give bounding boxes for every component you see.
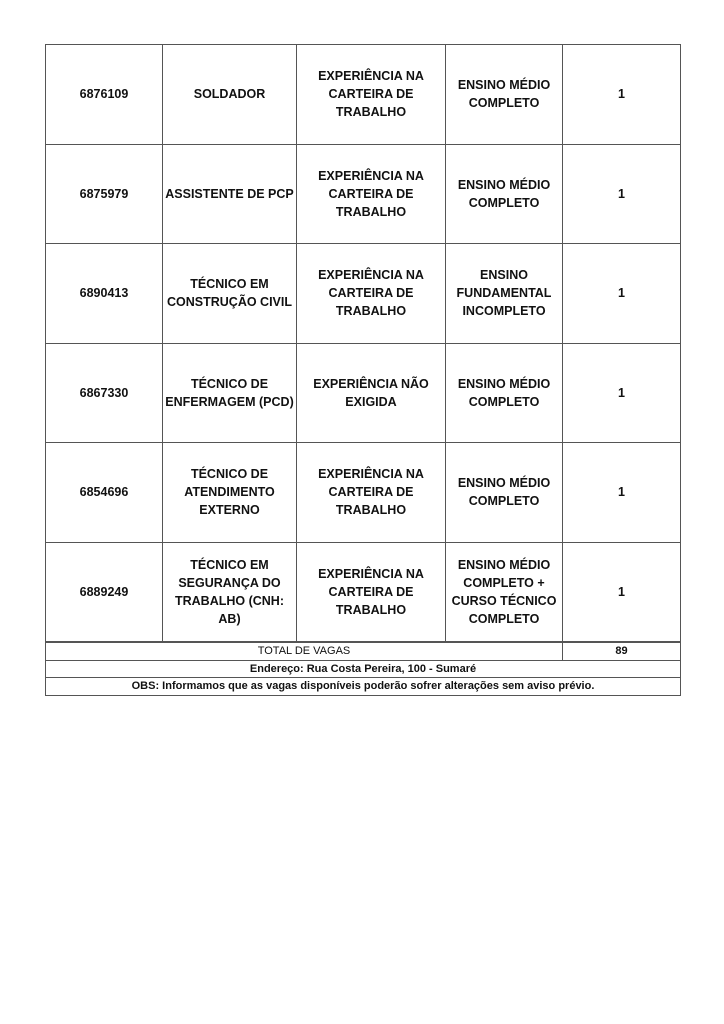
job-role-line: CONSTRUÇÃO CIVIL (167, 295, 292, 310)
job-code: 6875979 (46, 144, 163, 244)
job-experience (297, 443, 446, 543)
job-education-line: ENSINO MÉDIO (457, 557, 551, 572)
job-education-line: COMPLETO (468, 494, 540, 509)
job-experience-line: TRABALHO (335, 304, 407, 319)
job-role-line: TRABALHO (CNH: AB) (174, 593, 284, 626)
job-experience (297, 45, 446, 145)
job-role (163, 542, 297, 642)
job-code: 6890413 (46, 244, 163, 344)
job-role (163, 244, 297, 344)
job-code: 6854696 (46, 443, 163, 543)
job-education (446, 244, 563, 344)
job-vacancies: 1 (563, 443, 681, 543)
job-role-line: EXTERNO (199, 503, 260, 518)
job-education-line: ENSINO MÉDIO (457, 177, 551, 192)
job-experience-line: TRABALHO (335, 503, 407, 518)
total-label: TOTAL DE VAGAS (46, 643, 563, 661)
job-experience-line: EXPERIÊNCIA NA (318, 69, 424, 84)
job-education-line: COMPLETO (468, 394, 540, 409)
job-role (163, 343, 297, 443)
total-value: 89 (563, 643, 681, 661)
table-row (46, 244, 681, 344)
job-role-line: TÉCNICO EM (190, 557, 269, 572)
job-education-line: ENSINO (480, 268, 528, 283)
table-row (46, 343, 681, 443)
job-education-line: FUNDAMENTAL (456, 286, 552, 301)
job-education-line: CURSO TÉCNICO (451, 593, 557, 608)
job-experience-line: EXPERIÊNCIA NA (318, 268, 424, 283)
job-role-line: TÉCNICO DE (190, 467, 269, 482)
job-role-line: SOLDADOR (193, 87, 266, 102)
job-education-line: ENSINO MÉDIO (457, 376, 551, 391)
job-experience (297, 542, 446, 642)
job-experience-line: EXPERIÊNCIA NA (318, 168, 424, 183)
job-role-line: ATENDIMENTO (184, 485, 275, 500)
job-education-line: ENSINO MÉDIO (457, 78, 551, 93)
obs-text: OBS: Informamos que as vagas disponíveis poderão sofrer alterações sem aviso prévio. (46, 678, 681, 696)
job-education-line: COMPLETO (468, 96, 540, 111)
job-vacancies: 1 (563, 542, 681, 642)
job-experience-line: TRABALHO (335, 204, 407, 219)
job-vacancies: 1 (563, 244, 681, 344)
job-education (446, 542, 563, 642)
job-education-line: COMPLETO + (463, 575, 545, 590)
table-row (46, 443, 681, 543)
job-experience-line: EXPERIÊNCIA NÃO (313, 376, 429, 391)
job-vacancies: 1 (563, 144, 681, 244)
job-role-line: SEGURANÇA DO (178, 575, 281, 590)
job-education-line: ENSINO MÉDIO (457, 476, 551, 491)
job-role-line: TÉCNICO DE (190, 376, 269, 391)
job-education-line: COMPLETO (468, 611, 540, 626)
job-experience-line: EXIGIDA (345, 394, 397, 409)
job-vacancies-table (45, 44, 681, 642)
table-row (46, 542, 681, 642)
job-education (446, 45, 563, 145)
job-experience-line: CARTEIRA DE (328, 186, 414, 201)
table-row (46, 144, 681, 244)
job-role (163, 443, 297, 543)
job-experience (297, 244, 446, 344)
job-experience-line: EXPERIÊNCIA NA (318, 566, 424, 581)
job-experience-line: CARTEIRA DE (328, 584, 414, 599)
job-role-line: TÉCNICO EM (190, 277, 269, 292)
job-experience-line: TRABALHO (335, 105, 407, 120)
job-experience-line: EXPERIÊNCIA NA (318, 467, 424, 482)
job-role-line: ASSISTENTE DE PCP (165, 186, 294, 201)
job-code: 6876109 (46, 45, 163, 145)
job-education-line: COMPLETO (468, 195, 540, 210)
job-experience-line: CARTEIRA DE (328, 485, 414, 500)
job-education (446, 144, 563, 244)
document-page (45, 44, 680, 696)
job-education (446, 343, 563, 443)
job-vacancies: 1 (563, 45, 681, 145)
job-code: 6889249 (46, 542, 163, 642)
job-role-line: ENFERMAGEM (PCD) (165, 394, 294, 409)
job-role (163, 144, 297, 244)
job-rows (46, 45, 681, 642)
job-experience-line: CARTEIRA DE (328, 87, 414, 102)
job-experience-line: TRABALHO (335, 602, 407, 617)
job-experience-line: CARTEIRA DE (328, 286, 414, 301)
address-text: Endereço: Rua Costa Pereira, 100 - Sumaré (46, 660, 681, 678)
total-row (46, 643, 681, 661)
summary-table (45, 642, 681, 696)
job-education (446, 443, 563, 543)
job-experience (297, 343, 446, 443)
job-vacancies: 1 (563, 343, 681, 443)
address-row (46, 660, 681, 678)
job-experience (297, 144, 446, 244)
job-role (163, 45, 297, 145)
job-code: 6867330 (46, 343, 163, 443)
table-row (46, 45, 681, 145)
job-education-line: INCOMPLETO (462, 304, 546, 319)
obs-row (46, 678, 681, 696)
